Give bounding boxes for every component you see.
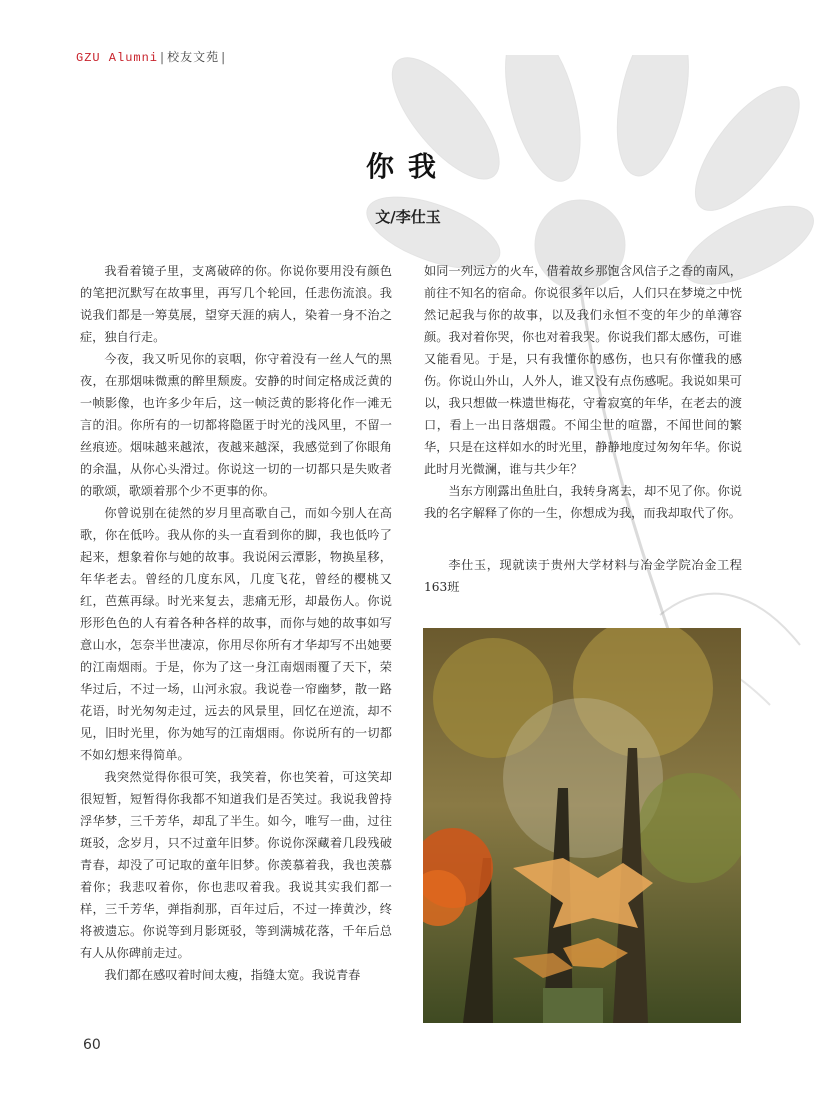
article-author: 文/李仕玉 (375, 208, 441, 226)
page-number: 60 (83, 1037, 101, 1053)
paragraph: 你曾说别在徒然的岁月里高歌自己，而如今别人在高歌，你在低吟。我从你的头一直看到你的脚，我也低吟了起来，想象着你与她的故事。我说闲云潭影，物换星移，年华老去。曾经的几度东风，几度飞花，曾经的樱桃又红，芭蕉再绿。时光来复去，悲痛无形，却最伤人。你说形形色色的人有着各种各样的故事，而你与她的故事如写意山水，怎奈半世凄凉，你用尽你所有才华却写不出她要的江南烟雨。于是，你为了这一身江南烟雨覆了天下，荣华过后，不过一场，山河永寂。我说卷一帘幽梦，散一路花语，时光匆匆走过，远去的风景里，回忆在逆流，却不见，旧时光里，你为她写的江南烟雨。你说所有的一切都不如幻想来得简单。 (80, 506, 392, 762)
paragraph: 当东方刚露出鱼肚白，我转身离去，却不见了你。你说我的名字解释了你的一生，你想成为我，而我却取代了你。 (424, 484, 742, 520)
right-column (424, 260, 742, 598)
header-zh: 校友文苑 (167, 50, 220, 64)
left-column (80, 260, 392, 986)
paragraph: 我们都在感叹着时间太瘦，指缝太宽。我说青春 (104, 968, 361, 982)
paragraph: 我看着镜子里，支离破碎的你。你说你要用没有颜色的笔把沉默写在故事里，再写几个轮回，任悲伤流浪。我说我们都是一筹莫展，望穿天涯的病人，染着一身不治之症，独自行走。 (80, 264, 392, 344)
header-divider: | (160, 50, 166, 64)
article-title: 你我 (365, 150, 450, 183)
paragraph: 今夜，我又听见你的哀咽，你守着没有一丝人气的黑夜，在那烟味微熏的醉里颓废。安静的时间定格成泛黄的一帧影像，也许多少年后，这一帧泛黄的影将化作一滩无言的泪。你所有的一切都将隐匿于时光的浅风里，不留一丝痕迹。烟味越来越浓，夜越来越深，我感觉到了你眼角的余温，从你心头滑过。你说这一切的一切都只是失败者的歌颂，歌颂着那个少不更事的你。 (80, 352, 392, 498)
running-header (76, 48, 228, 65)
author-bio: 李仕玉，现就读于贵州大学材料与冶金学院冶金工程163班 (424, 558, 742, 594)
paragraph: 我突然觉得你很可笑，我笑着，你也笑着，可这笑却很短暂，短暂得你我都不知道我们是否笑过。我说我曾持浮华梦，三千芳华，却乱了半生。如今，唯写一曲，过往斑驳，念岁月，只不过童年旧梦。你说你深藏着几段残破青春，却没了可记取的童年旧梦。你羡慕着我，我也羡慕着你；我悲叹着你，你也悲叹着我。我说其实我们都一样，三千芳华，弹指刹那，百年过后，不过一捧黄沙，终将被遗忘。你说等到月影斑驳，等到满城花落，千年后总有人从你碑前走过。 (80, 770, 392, 960)
autumn-photo (423, 628, 741, 1023)
paragraph-continued: 如同一列远方的火车，借着故乡那饱含风信子之香的南风，前往不知名的宿命。你说很多年以后，人们只在梦境之中恍然记起我与你的故事，以及我们永恒不变的年少的单薄容颜。我对着你哭，你也对着我哭。你说我们都太感伤，可谁又能看见。于是，只有我懂你的感伤，也只有你懂我的感伤。你说山外山，人外人，谁又没有点伤感呢。我说如果可以，我只想做一株遗世梅花，守着寂寞的年华，在老去的渡口，看上一出日落烟霞。不闻尘世的喧嚣，不闻世间的繁华，只是在这样如水的时光里，静静地度过匆匆年华。你说此时月光微澜，谁与共少年？ (424, 264, 742, 476)
header-divider-end: | (221, 50, 227, 64)
header-en: GZU Alumni (76, 51, 159, 65)
